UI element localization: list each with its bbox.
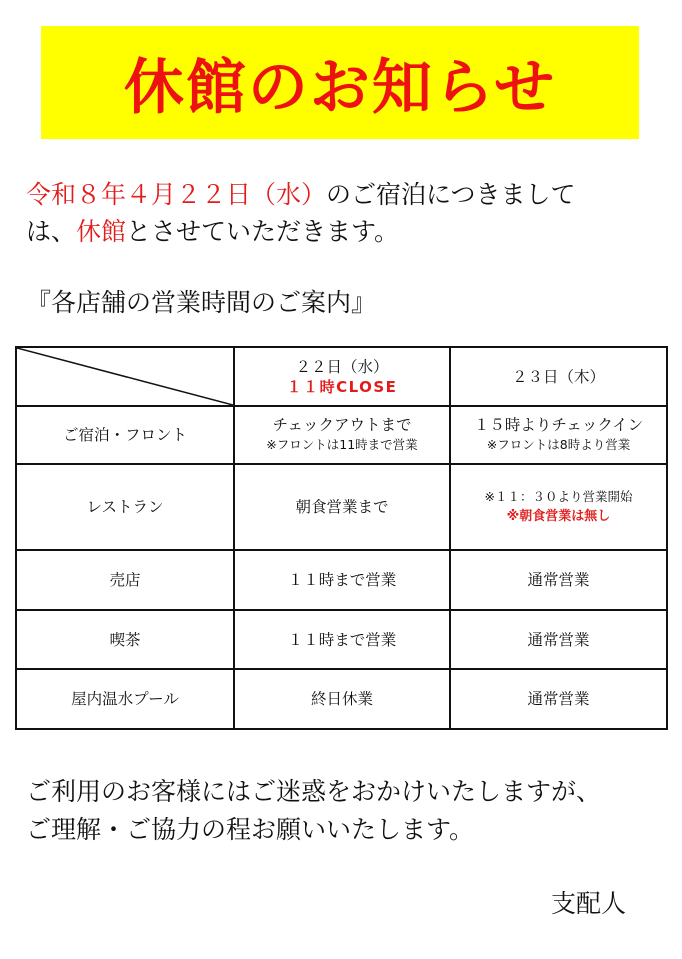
shop-day-2: 通常営業: [450, 550, 667, 610]
business-hours-table: [15, 346, 668, 730]
front-day-2-main: １５時よりチェックイン: [473, 416, 644, 434]
day-1-close-badge: １１時CLOSE: [286, 377, 398, 396]
intro-line-1: [26, 176, 656, 213]
row-label-front: ご宿泊・フロント: [16, 406, 234, 464]
intro-text-2b: とさせていただきます。: [126, 217, 400, 246]
table-row: [16, 464, 667, 550]
day-2-date: ２３日（木）: [511, 367, 605, 386]
closing-line-2: ご理解・ご協力の程お願いいたします。: [26, 815, 475, 844]
pool-day-1: 終日休業: [234, 669, 450, 729]
table-row: [16, 610, 667, 669]
page-title: 休館のお知らせ: [123, 52, 557, 123]
shop-day-1: １１時まで営業: [234, 550, 450, 610]
front-day-2-note: ※フロントは8時より営業: [486, 437, 631, 452]
restaurant-day-1: [234, 464, 450, 550]
front-day-1-main: チェックアウトまで: [272, 416, 412, 434]
header-corner-cell: [16, 347, 234, 406]
signature: 支配人: [550, 889, 626, 918]
front-day-2: [450, 406, 667, 464]
header-day-2: [450, 347, 667, 406]
cafe-day-1: １１時まで営業: [234, 610, 450, 669]
section-heading: 『各店舗の営業時間のご案内』: [26, 288, 377, 317]
day-1-date: ２２日（水）: [295, 357, 389, 376]
intro-line-2: [26, 213, 656, 250]
row-label-shop: 売店: [16, 550, 234, 610]
cafe-day-2: 通常営業: [450, 610, 667, 669]
row-label-restaurant: レストラン: [16, 464, 234, 550]
table-row: [16, 406, 667, 464]
front-day-1: [234, 406, 450, 464]
table-row: [16, 550, 667, 610]
pool-day-2: 通常営業: [450, 669, 667, 729]
closed-word: 休館: [76, 217, 127, 246]
front-day-1-note: ※フロントは11時まで営業: [266, 437, 418, 452]
closing-paragraph: [26, 773, 601, 849]
header-day-1: [234, 347, 450, 406]
diagonal-line: [17, 348, 233, 405]
restaurant-day-2-note: ※朝食営業は無し: [506, 509, 611, 524]
row-label-cafe: 喫茶: [16, 610, 234, 669]
intro-text-1: のご宿泊につきまして: [326, 180, 576, 209]
table-header-row: [16, 347, 667, 406]
restaurant-day-2: [450, 464, 667, 550]
restaurant-day-1-main: 朝食営業まで: [295, 498, 389, 516]
restaurant-day-2-main: ※１１：３０より営業開始: [484, 489, 633, 504]
row-label-pool: 屋内温水プール: [16, 669, 234, 729]
intro-text-2a: は、: [26, 217, 77, 246]
closure-date: 令和８年４月２２日（水）: [26, 180, 327, 209]
title-banner: [41, 26, 639, 139]
closing-line-1: ご利用のお客様にはご迷惑をおかけいたしますが、: [26, 777, 602, 806]
intro-paragraph: [26, 176, 656, 250]
table-row: [16, 669, 667, 729]
